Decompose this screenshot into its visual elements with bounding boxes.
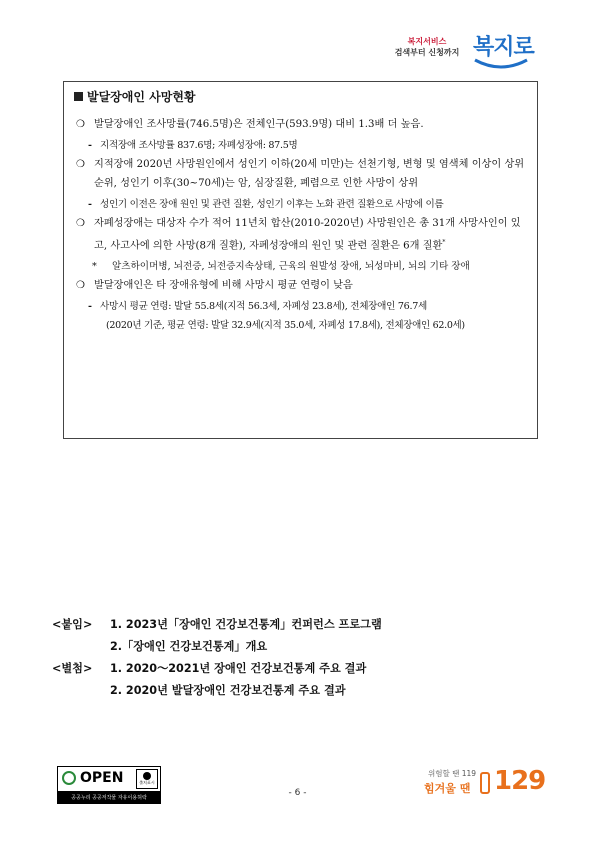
attachment-text: 1. 2020～2021년 장애인 건강보건통계 주요 결과 [110,662,367,675]
footnote-item [74,257,531,276]
section-title [74,88,531,105]
dash-item [74,297,531,316]
logo-tagline-line1: 복지서비스 [407,37,447,46]
attachment-tag: <붙임> [52,618,93,631]
dash-text: 사망시 평균 연령: 발달 55.8세(지적 56.3세, 자폐성 23.8세), 전체장애인 76.7세 [100,301,427,313]
attribution-person-icon [136,769,158,789]
bullet-text: 발달장애인 조사망률(746.5명)은 전체인구(593.9명) 대비 1.3배 더 높음. [94,119,424,130]
dash-item [74,195,531,214]
circle-bullet-icon: ❍ [76,218,86,229]
indented-note: (2020년 기준, 평균 연령: 발달 32.9세(지적 35.0세, 자폐성 17.8세), 전체장애인 62.0세) [106,320,465,332]
phone-icon [480,772,490,794]
open-word: OPEN [80,770,124,786]
mortality-section [63,81,538,439]
attachment-row [52,658,382,680]
smile-icon [473,58,529,72]
attachment-tag: <별첨> [52,662,93,675]
attachment-row [52,680,382,702]
footnote-text: 알츠하이머병, 뇌전증, 뇌전증지속상태, 근육의 원발성 장애, 뇌성마비, 뇌의 기타 장애 [112,261,470,273]
dash-marker: - [88,140,92,151]
bullet-item [74,214,531,255]
attachments-list [52,614,382,702]
helpline-line1: 위험할 땐 119 [428,769,477,778]
attachment-text: 1. 2023년「장애인 건강보건통계」컨퍼런스 프로그램 [110,618,382,631]
footnote-mark: * [442,239,446,246]
kogl-open-license-badge [57,766,161,804]
dash-marker: - [88,199,92,210]
dash-text: 성인기 이전은 장애 원인 및 관련 질환, 성인기 이후는 노화 관련 질환으로 사망에 이름 [100,199,444,210]
logo-tagline-line2: 검색부터 신청까지 [394,48,460,57]
bullet-text: 발달장애인은 타 장애유형에 비해 사망시 평균 연령이 낮음 [94,280,353,292]
bullet-text: 지적장애 2020년 사망원인에서 성인기 이하(20세 미만)는 선천기형, 변형 및 염색체 이상이 상위 순위, 성인기 이후(30~70세)는 암, 심장질환, 폐렴으로 인한 사망이 상위 [94,159,525,189]
bokjiro-logo [385,36,535,76]
circle-bullet-icon: ❍ [76,119,86,130]
dash-marker: - [88,301,92,313]
dash-item [74,136,531,155]
logo-mark: 복지로 [473,35,534,60]
attachment-text: 2. 2020년 발달장애인 건강보건통계 주요 결과 [110,684,346,697]
circle-bullet-icon: ❍ [76,159,86,170]
asterisk-marker: * [92,261,97,273]
section-title-text: 발달장애인 사망현황 [87,90,196,104]
bullet-item [74,276,531,295]
square-bullet-icon [74,92,83,101]
helpline-line2: 힘겨울 땐 [424,782,471,795]
open-circle-icon [62,771,76,785]
attribution-label: 출처표시 [139,780,155,785]
circle-bullet-icon: ❍ [76,280,86,292]
bullet-item [74,115,531,134]
helpline-129-logo [420,764,546,804]
bullet-text: 자폐성장애는 대상자 수가 적어 11년치 합산(2010-2020년) 사망원인은 총 31개 사망사인이 있고, 사고사에 의한 사망(8개 질환), 자폐성장애의 원인 및 관련 질환은 6개 질환 [94,218,521,252]
logo-tagline [385,36,469,58]
attachment-row [52,614,382,636]
helpline-number: 129 [494,766,546,796]
open-caption: 공공누리 공공저작물 자유이용허락 [57,792,161,804]
attachment-row [52,636,382,658]
bullet-item [74,155,531,193]
page-number: - 6 - [288,788,307,798]
dash-text: 지적장애 조사망률 837.6명; 자폐성장애: 87.5명 [100,140,298,151]
attachment-text: 2.「장애인 건강보건통계」개요 [110,640,268,653]
